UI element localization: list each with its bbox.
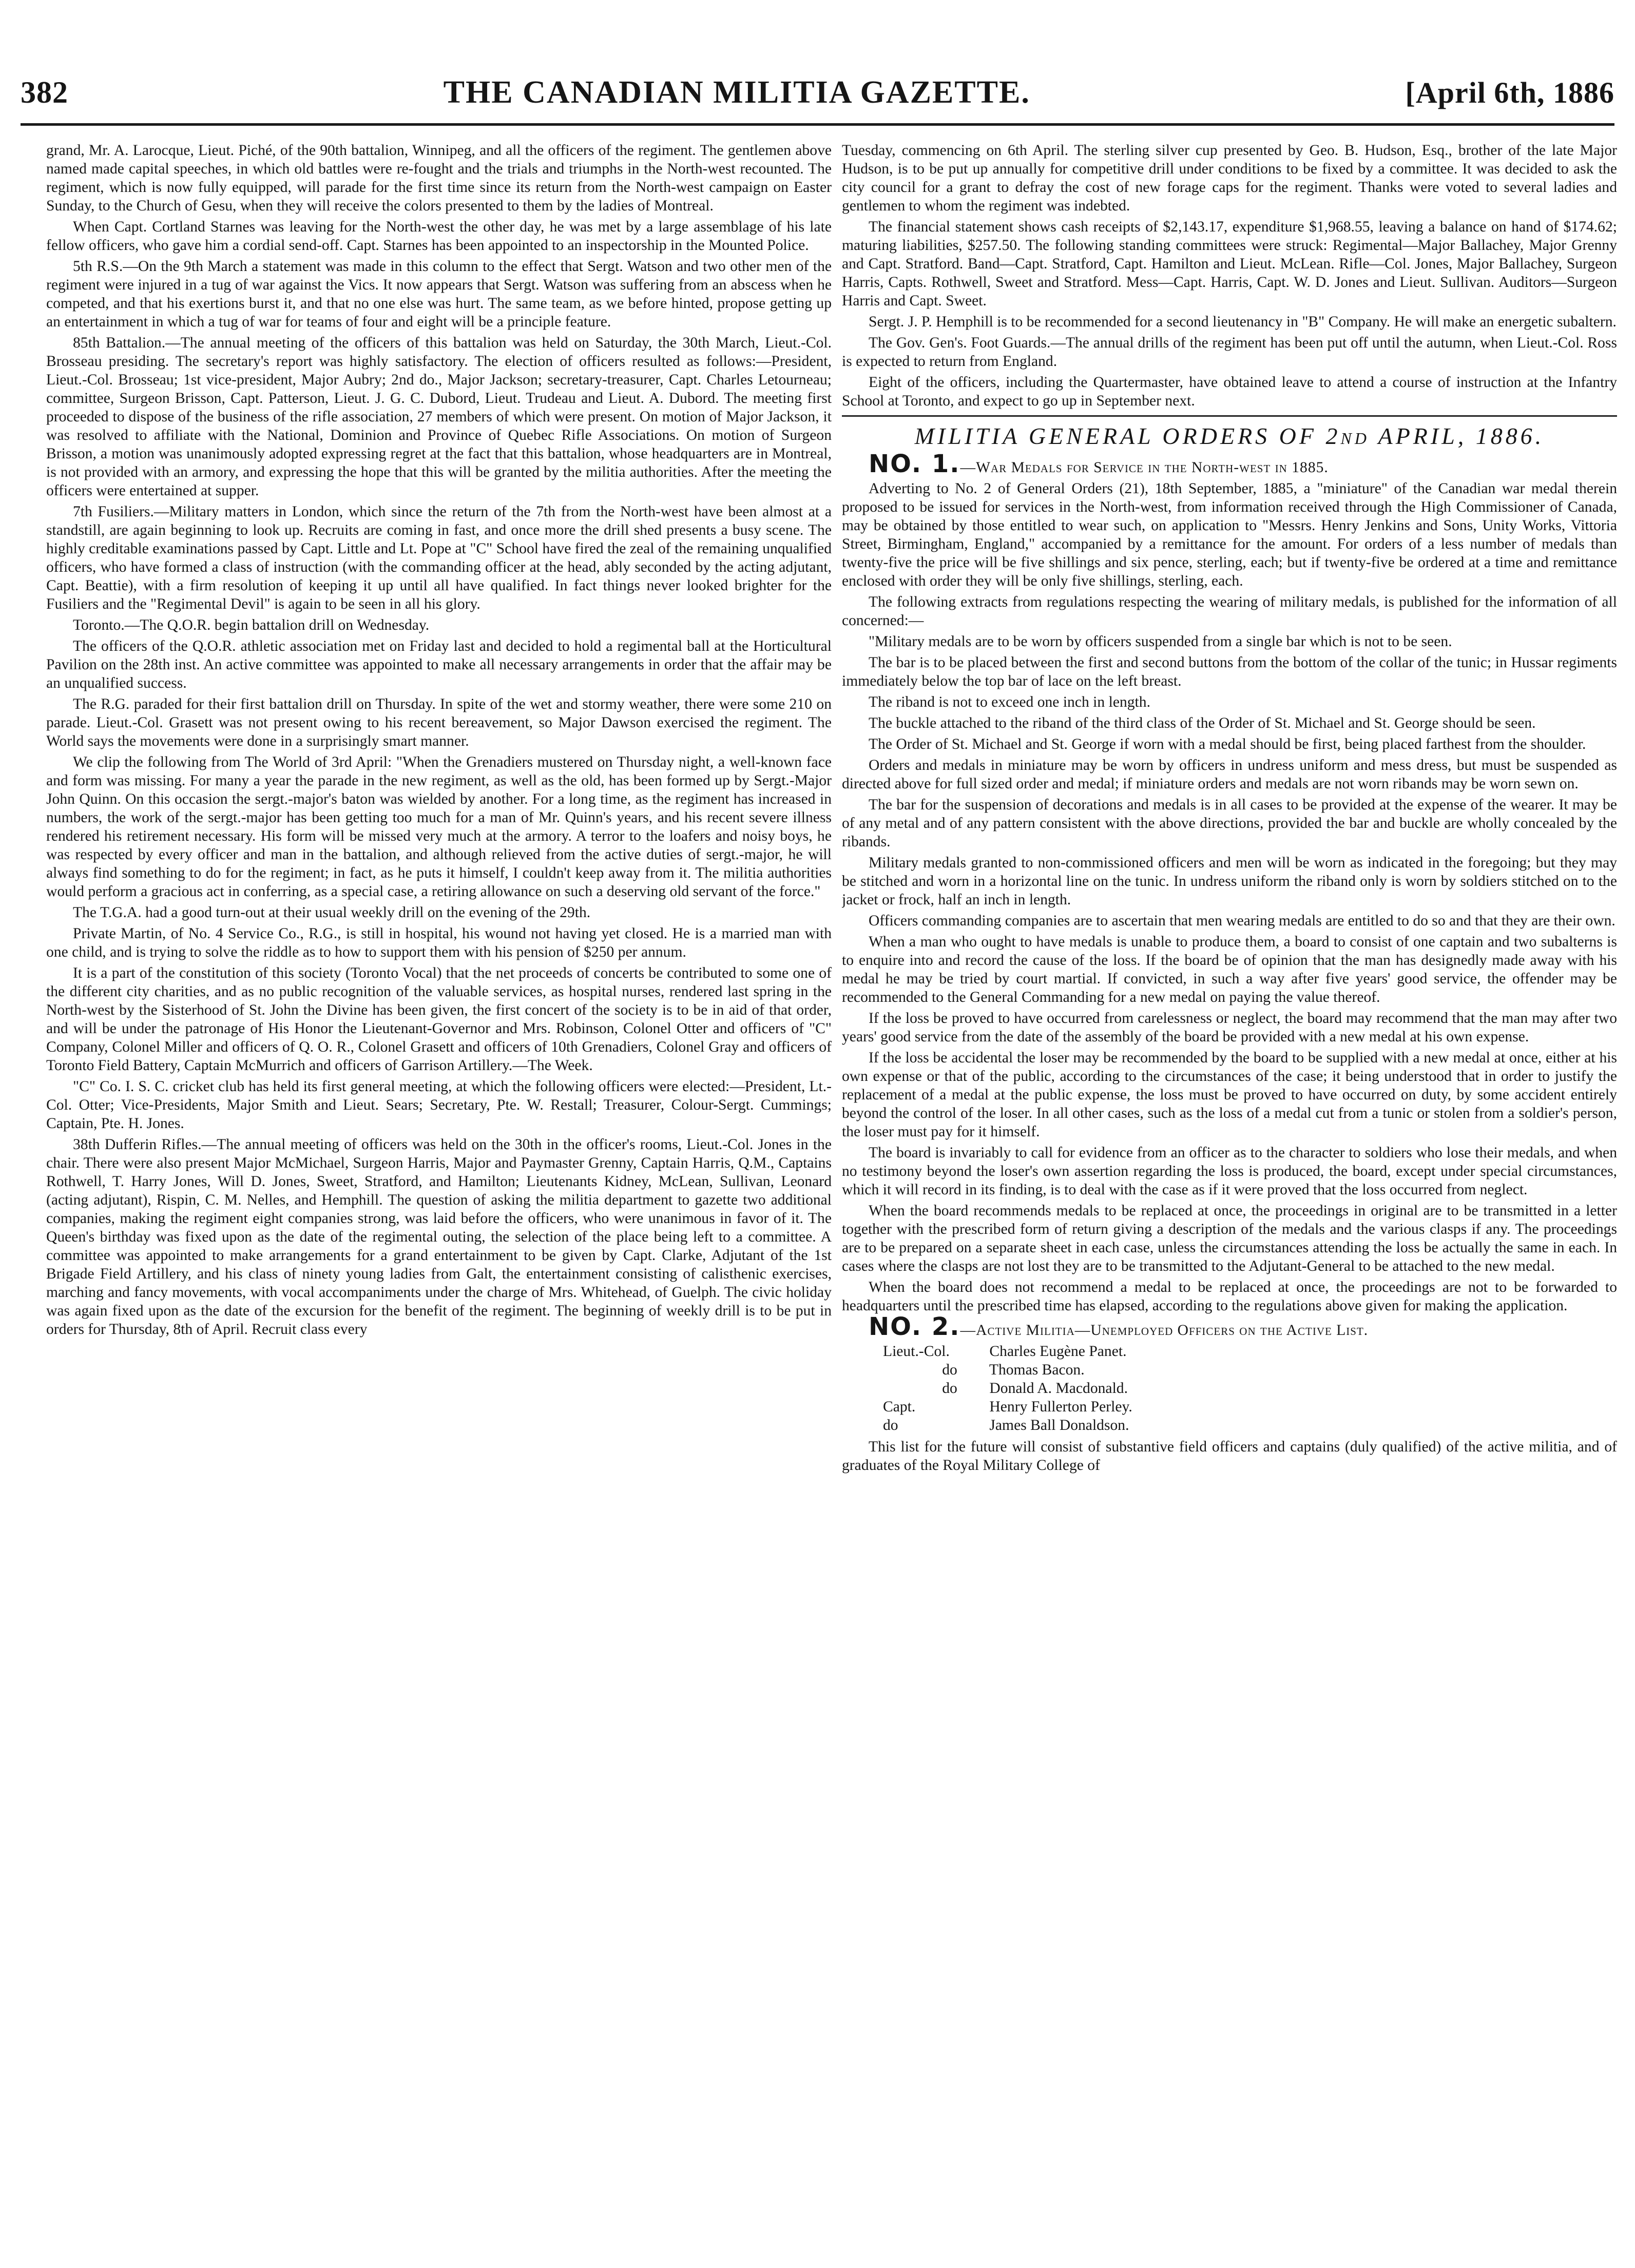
officer-rank: Lieut.-Col. — [883, 1343, 950, 1360]
officer-name: Donald A. Macdonald. — [989, 1380, 1128, 1397]
article-paragraph: The officers of the Q.O.R. athletic association met on Friday last and decided to hold a regimental ball at the Horticultural Pavilion on the 28th inst. An active committee was appointed to make all necessary arrangements in order that the affair may be an unqualified success. — [46, 638, 832, 691]
officer-name: Thomas Bacon. — [989, 1362, 1085, 1378]
article-paragraph: Toronto.—The Q.O.R. begin battalion drill on Wednesday. — [73, 617, 430, 633]
officer-entry — [842, 1416, 1617, 1435]
officer-rank: do — [883, 1417, 898, 1433]
unemployed-officers-list — [842, 1342, 1617, 1435]
order-number: NO. 1. — [869, 450, 960, 478]
order-paragraph: The buckle attached to the riband of the third class of the Order of St. Michael and St. George should be seen. — [869, 715, 1536, 731]
order-paragraph: "Military medals are to be worn by officers suspended from a single bar which is not to be seen. — [869, 633, 1452, 650]
article-paragraph: grand, Mr. A. Larocque, Lieut. Piché, of the 90th battalion, Winnipeg, and all the officers of the regiment. The gentlemen above named made capital speeches, in which old battles were re-fought and the trials and triumphs in the North-west recounted. The regiment, which is now fully equipped, will parade for the first time since its return from the North-west campaign on Easter Sunday, to the Church of Gesu, when they will receive the colors presented to them by the ladies of Montreal. — [46, 142, 832, 214]
article-paragraph: Private Martin, of No. 4 Service Co., R.G., is still in hospital, his wound not having yet closed. He is a married man with one child, and is trying to solve the riddle as to how to support them with his pension of $250 per annum. — [46, 925, 832, 960]
officer-name: Charles Eugène Panet. — [989, 1343, 1127, 1360]
order-paragraph: When the board recommends medals to be replaced at once, the proceedings in original are to be transmitted in a letter together with the prescribed form of return giving a description of the medals and the various clasps if any. The proceedings are to be prepared on a separate sheet in each case, unless the circumstances attending the loss be actually the same in each. In cases where the clasps are not lost they are to be transmitted to the Adjutant-General to be attached to the new medal. — [842, 1203, 1617, 1274]
order-paragraph: The board is invariably to call for evidence from an officer as to the character to soldiers who lose their medals, and when no testimony beyond the loser's own assertion regarding the loss is produced, the board, except under special circumstances, which it will record in its finding, is to deal with the case as if it were proved that the loss occurred from neglect. — [842, 1145, 1617, 1198]
article-paragraph: The R.G. paraded for their first battalion drill on Thursday. In spite of the wet and stormy weather, there were some 210 on parade. Lieut.-Col. Grasett was not present owing to his recent bereavement, so Major Dawson exercised the regiment. The World says the movements were done in a surprisingly smart manner. — [46, 696, 832, 749]
order-paragraph: The Order of St. Michael and St. George if worn with a medal should be first, being placed farthest from the shoulder. — [869, 736, 1586, 752]
order-paragraph: This list for the future will consist of substantive field officers and captains (duly qualified) of the active militia, and of graduates of the Royal Military College of — [842, 1439, 1617, 1474]
order-paragraph: If the loss be proved to have occurred from carelessness or neglect, the board may recommend that the man may after two years' good service from the date of the assembly of the board be provided with a new medal at his own expense. — [842, 1010, 1617, 1045]
officer-name: Henry Fullerton Perley. — [989, 1399, 1132, 1415]
order-number: NO. 2. — [869, 1312, 960, 1341]
article-paragraph: "C" Co. I. S. C. cricket club has held its first general meeting, at which the following officers were elected:—President, Lt.-Col. Otter; Vice-Presidents, Major Smith and Lieut. Sears; Secretary, Pte. W. Restall; Treasurer, Colour-Sergt. Cummings; Captain, Pte. H. Jones. — [46, 1078, 832, 1132]
order-paragraph: The bar is to be placed between the first and second buttons from the bottom of the collar of the tunic; in Hussar regiments immediately below the top bar of lace on the left breast. — [842, 654, 1617, 689]
article-paragraph: The Gov. Gen's. Foot Guards.—The annual drills of the regiment has been put off until the autumn, when Lieut.-Col. Ross is expected to return from England. — [842, 335, 1617, 370]
general-orders-heading: MILITIA GENERAL ORDERS OF 2nd APRIL, 1886. — [914, 423, 1545, 449]
order-no2-heading — [842, 1312, 1617, 1341]
officer-name: James Ball Donaldson. — [989, 1417, 1129, 1433]
order-paragraph: Orders and medals in miniature may be worn by officers in undress uniform and mess dress, but must be suspended as directed above for full sized order and medal; if miniature orders and medals are not worn ribands may be worn sewn on. — [842, 757, 1617, 792]
article-paragraph: The financial statement shows cash receipts of $2,143.17, expenditure $1,968.55, leaving a balance on hand of $174.62; maturing liabilities, $257.50. The following standing committees were struck: Regimental—Major Ballachey, Major Grenny and Capt. Stratford. Band—Capt. Stratford, Capt. Hamilton and Lieut. McLean. Rifle—Col. Jones, Major Ballachey, Surgeon Harris, Capts. Rothwell, Sweet and Stratford. Mess—Capt. Harris, Capt. W. D. Jones and Lieut. Sullivan. Auditors—Surgeon Harris and Capt. Sweet. — [842, 219, 1617, 309]
order-paragraph: If the loss be accidental the loser may be recommended by the board to be supplied with a new medal at once, either at his own expense or that of the public, according to the circumstances of the case; it being understood that in order to justify the replacement of a medal at the public expense, the loss must be proved to have occurred on duty, by some accident entirely beyond the control of the loser. In all other cases, such as the loss of a medal cut from a tunic or stolen from a soldier's person, the loser must pay for it himself. — [842, 1050, 1617, 1140]
order-title: —Active Militia—Unemployed Officers on the Active List. — [960, 1322, 1369, 1339]
article-paragraph: We clip the following from The World of 3rd April: "When the Grenadiers mustered on Thursday night, a well-known face and form was missing. For many a year the parade in the new regiment, as well as the old, has been formed up by Sergt.-Major John Quinn. On this occasion the sergt.-major's baton was wielded by another. For a long time, as the regiment has increased in numbers, the work of the sergt.-major has been getting too much for a man of Mr. Quinn's years, and his recent severe illness rendered his retirement necessary. His form will be missed very much at the armory. A terror to the loafers and noisy boys, he was respected by every officer and man in the battalion, and although relieved from the active duties of sergt.-major, he will always find something to do for the regiment; in fact, as he puts it himself, I couldn't keep away from it. The militia authorities would perform a gracious act in conferring, as a special case, a retiring allowance on such a deserving old servant of the force." — [46, 754, 832, 900]
officer-rank: do — [942, 1362, 957, 1378]
issue-date: [April 6th, 1886 — [1405, 75, 1614, 109]
order-paragraph: When the board does not recommend a medal to be replaced at once, the proceedings are not to be forwarded to headquarters until the prescribed time has elapsed, according to the regulations above given for making the application. — [842, 1279, 1617, 1314]
article-paragraph: Tuesday, commencing on 6th April. The sterling silver cup presented by Geo. B. Hudson, Esq., brother of the late Major Hudson, is to be put up annually for competitive drill under conditions to be fixed by a committee. It was decided to ask the city council for a grant to defray the cost of new forage caps for the regiment. Thanks were voted to several ladies and gentlemen to whom the regiment was indebted. — [842, 142, 1617, 214]
order-title: —War Medals for Service in the North-west in 1885. — [960, 459, 1329, 476]
officer-rank: do — [942, 1380, 957, 1397]
article-paragraph: It is a part of the constitution of this society (Toronto Vocal) that the net proceeds of concerts be contributed to some one of the different city charities, and as no public recognition of the valuable services, as hospital nurses, rendered last spring in the North-west by the Sisterhood of St. John the Divine has been given, the first concert of the society is to be in aid of that order, and will be under the patronage of His Honor the Lieutenant-Governor and Mrs. Robinson, Colonel Otter and officers of "C" Company, Colonel Miller and officers of Q. O. R., Colonel Grasett and officers of 10th Grenadiers, Colonel Gray and officers of Toronto Field Battery, Captain McMurrich and officers of Garrison Artillery.—The Week. — [46, 965, 832, 1074]
order-paragraph: Adverting to No. 2 of General Orders (21), 18th September, 1885, a "miniature" of the Canadian war medal therein proposed to be issued for services in the North-west, from information received through the High Commissioner of Canada, may be obtained by those entitled to wear such, on application to "Messrs. Henry Jenkins and Sons, Unity Works, Vittoria Street, Birmingham, England," accompanied by a remittance for the amount. For orders of a less number of medals than twenty-five the price will be five shillings and six pence, sterling, each; but if twenty-five be ordered at a time and remittance enclosed with order they will be only five shillings, sterling, each. — [842, 480, 1617, 589]
article-paragraph: When Capt. Cortland Starnes was leaving for the North-west the other day, he was met by a large assemblage of his late fellow officers, who gave him a cordial send-off. Capt. Starnes has been appointed to an inspectorship in the Mounted Police. — [46, 219, 832, 254]
order-no1-heading — [842, 450, 1617, 478]
order-paragraph: Officers commanding companies are to ascertain that men wearing medals are entitled to do so and that they are their own. — [869, 913, 1615, 929]
article-paragraph: 7th Fusiliers.—Military matters in London, which since the return of the 7th from the North-west have been almost at a standstill, are again beginning to look up. Recruits are coming in fast, and once more the drill shed presents a busy scene. The highly creditable examinations passed by Capt. Little and Lt. Pope at "C" School have fired the zeal of the remaining unqualified officers, who have formed a class of instruction (with the commanding officer at the head, ably seconded by the acting adjutant, Capt. Beattie), with a firm resolution of keeping it up until all have qualified. In fact things never looked brighter for the Fusiliers and the "Regimental Devil" is again to be seen in all his glory. — [46, 503, 832, 612]
officer-rank: Capt. — [883, 1399, 916, 1415]
order-paragraph: The bar for the suspension of decorations and medals is in all cases to be provided at the expense of the wearer. It may be of any metal and of any pattern consistent with the above directions, provided the bar and buckle are wholly concealed by the ribands. — [842, 797, 1617, 850]
right-column — [842, 141, 1617, 2258]
page-number: 382 — [21, 75, 68, 109]
article-paragraph: Sergt. J. P. Hemphill is to be recommended for a second lieutenancy in "B" Company. He will make an energetic subaltern. — [869, 314, 1617, 330]
publication-title: THE CANADIAN MILITIA GAZETTE. — [443, 74, 1030, 110]
left-column — [46, 141, 832, 2258]
section-divider — [842, 415, 1617, 417]
officer-entry — [842, 1361, 1617, 1379]
masthead — [21, 62, 1614, 126]
officer-entry — [842, 1398, 1617, 1416]
order-paragraph: The following extracts from regulations respecting the wearing of military medals, is published for the information of all concerned:— — [842, 594, 1617, 629]
article-paragraph: 85th Battalion.—The annual meeting of the officers of this battalion was held on Saturday, the 30th March, Lieut.-Col. Brosseau presiding. The secretary's report was highly satisfactory. The election of officers resulted as follows:—President, Lieut.-Col. Brosseau; 1st vice-president, Major Aubry; 2nd do., Major Jackson; secretary-treasurer, Capt. Charles Letourneau; committee, Surgeon Brisson, Capt. Patterson, Lieut. J. G. C. Dubord, Lieut. Trudeau and Lieut. A. Dubord. The meeting first proceeded to dispose of the business of the rifle association, 27 members of which were present. On motion of Major Jackson, it was resolved to affiliate with the National, Dominion and Province of Quebec Rifle Associations. On motion of Surgeon Brisson, a motion was unanimously adopted expressing regret at the fact that this battalion, whose headquarters are in Montreal, is not provided with an armory, and expressing the hope that this will be granted by the militia authorities. After the meeting the officers were entertained at supper. — [46, 335, 832, 499]
article-paragraph: The T.G.A. had a good turn-out at their usual weekly drill on the evening of the 29th. — [73, 904, 591, 921]
article-paragraph: 38th Dufferin Rifles.—The annual meeting of officers was held on the 30th in the officer's rooms, Lieut.-Col. Jones in the chair. There were also present Major McMichael, Surgeon Harris, Major and Paymaster Grenny, Captain Harris, Q.M., Captains Rothwell, T. Harry Jones, Will D. Jones, Sweet, Stratford, and Hamilton; Lieutenants Kidney, McLean, Sullivan, Leonard (acting adjutant), Rispin, C. M. Nelles, and Hemphill. The question of asking the militia department to gazette two additional companies, making the regiment eight companies strong, was laid before the officers, who were unanimous in favor of it. The Queen's birthday was fixed upon as the date of the regimental outing, the selection of the place being left to a committee. A committee was appointed to make arrangements for a grand entertainment to be given by Capt. Clarke, Adjutant of the 1st Brigade Field Artillery, and his class of ninety young ladies from Galt, the entertainment consisting of calisthenic exercises, marching and fancy movements, with vocal accompaniments under the charge of Mrs. Whitehead, of Guelph. The civic holiday was again fixed upon as the date of the excursion for the benefit of the regiment. The beginning of weekly drill is to be put in orders for Thursday, 8th of April. Recruit class every — [46, 1136, 832, 1337]
officer-entry — [842, 1379, 1617, 1398]
article-paragraph: 5th R.S.—On the 9th March a statement was made in this column to the effect that Sergt. Watson and two other men of the regiment were injured in a tug of war against the Vics. It now appears that Sergt. Watson was suffering from an abscess when he competed, and that his exertions burst it, and that no one else was hurt. The same team, as we before hinted, propose getting up an entertainment in which a tug of war for teams of four and eight will be a principle feature. — [46, 258, 832, 330]
order-paragraph: When a man who ought to have medals is unable to produce them, a board to consist of one captain and two subalterns is to enquire into and record the cause of the loss. If the board be of opinion that the man has designedly made away with his medal he may be tried by court martial. If convicted, in such a way after five years' good service, the offender may be recommended to the General Commanding for a new medal on paying the value thereof. — [842, 934, 1617, 1005]
officer-entry — [842, 1342, 1617, 1361]
article-paragraph: Eight of the officers, including the Quartermaster, have obtained leave to attend a course of instruction at the Infantry School at Toronto, and expect to go up in September next. — [842, 374, 1617, 409]
order-paragraph: Military medals granted to non-commissioned officers and men will be worn as indicated in the foregoing; but they may be stitched and worn in a horizontal line on the tunic. In undress uniform the riband only is worn by soldiers stitched on to the jacket or frock, half an inch in length. — [842, 855, 1617, 908]
order-paragraph: The riband is not to exceed one inch in length. — [869, 694, 1150, 710]
